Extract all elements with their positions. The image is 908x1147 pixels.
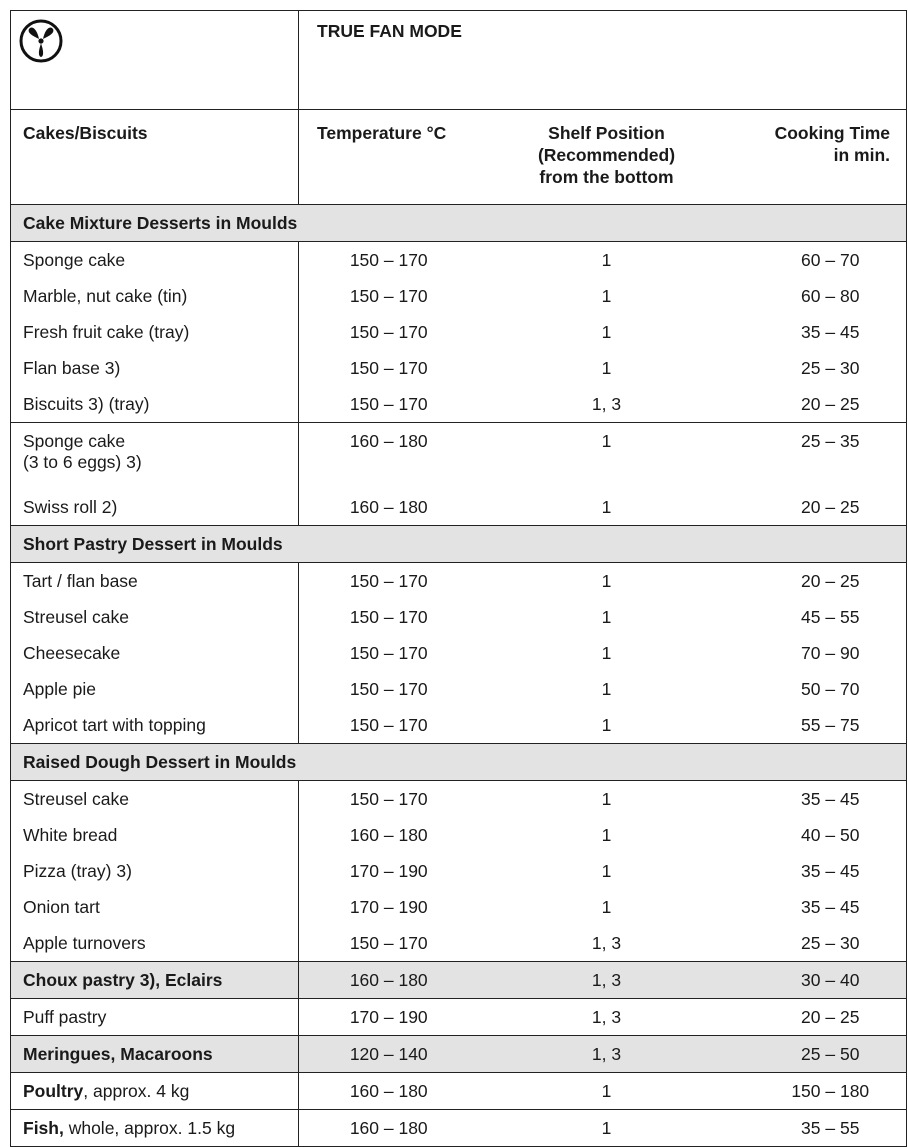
cell-temp: 150 – 170 [349, 285, 428, 306]
cell-time: 20 – 25 [707, 563, 907, 600]
cell-name: Biscuits 3) (tray) [11, 386, 299, 423]
cell-shelf: 1 [601, 678, 612, 699]
cell-time: 20 – 25 [707, 489, 907, 526]
section-title: Short Pastry Dessert in Moulds [11, 526, 907, 563]
cell-temp: 150 – 170 [349, 570, 428, 591]
cell-shelf: 1, 3 [507, 962, 707, 999]
cell-time: 25 – 50 [707, 1036, 907, 1073]
table-row [11, 781, 907, 818]
cell-name-rest: , approx. 4 kg [83, 1080, 190, 1101]
cell-shelf: 1 [601, 896, 612, 917]
cell-temp: 120 – 140 [299, 1036, 507, 1073]
cell-name: Meringues, Macaroons [11, 1036, 299, 1073]
cell-temp: 150 – 170 [349, 321, 428, 342]
table-row [11, 278, 907, 314]
cell-temp: 160 – 180 [349, 824, 428, 845]
cell-name: Swiss roll 2) [11, 489, 299, 526]
cooking-table-sheet [10, 10, 906, 1147]
cell-shelf: 1 [601, 824, 612, 845]
table-row [11, 853, 907, 889]
cell-temp: 170 – 190 [299, 999, 507, 1036]
cell-shelf: 1 [601, 570, 612, 591]
table-row [11, 962, 907, 999]
table-row [11, 925, 907, 962]
col-header-shelf [507, 110, 707, 205]
table-row [11, 386, 907, 423]
cell-time: 35 – 55 [707, 1110, 907, 1147]
cell-time: 70 – 90 [707, 635, 907, 671]
cell-shelf: 1 [601, 788, 612, 809]
cell-temp: 160 – 180 [299, 1073, 507, 1110]
table-row [11, 1036, 907, 1073]
cell-time: 45 – 55 [707, 599, 907, 635]
cell-time: 60 – 80 [707, 278, 907, 314]
cell-time: 20 – 25 [707, 386, 907, 423]
cell-time: 35 – 45 [707, 781, 907, 818]
col-header-shelf-line2: (Recommended) [537, 145, 676, 165]
cell-name: Onion tart [11, 889, 299, 925]
cell-name [11, 1110, 299, 1147]
mode-title: TRUE FAN MODE [299, 11, 907, 110]
section-title: Raised Dough Dessert in Moulds [11, 744, 907, 781]
cell-temp: 160 – 180 [299, 962, 507, 999]
col-header-temperature: Temperature °C [299, 110, 507, 205]
table-row [11, 1110, 907, 1147]
cell-shelf: 1 [601, 642, 612, 663]
table-row [11, 889, 907, 925]
cell-shelf: 1, 3 [507, 386, 707, 423]
cell-time: 30 – 40 [707, 962, 907, 999]
fan-icon [19, 19, 63, 63]
cell-name: Marble, nut cake (tin) [11, 278, 299, 314]
cell-time: 55 – 75 [707, 707, 907, 744]
cell-name: White bread [11, 817, 299, 853]
cell-time: 20 – 25 [707, 999, 907, 1036]
cell-time: 35 – 45 [707, 853, 907, 889]
cell-name: Puff pastry [11, 999, 299, 1036]
cell-temp: 170 – 190 [349, 860, 428, 881]
table-row [11, 563, 907, 600]
cell-shelf: 1 [601, 860, 612, 881]
column-header-row [11, 110, 907, 205]
cell-temp: 150 – 170 [349, 714, 428, 735]
cell-shelf: 1 [601, 431, 612, 451]
cell-time: 50 – 70 [707, 671, 907, 707]
cell-shelf: 1 [601, 496, 612, 517]
cell-name-bold: Fish, [23, 1117, 64, 1138]
table-row [11, 314, 907, 350]
cell-temp: 150 – 170 [349, 249, 428, 270]
cell-temp: 150 – 170 [349, 788, 428, 809]
table-row [11, 423, 907, 490]
cell-temp: 150 – 170 [349, 642, 428, 663]
fan-icon-cell [11, 11, 299, 110]
cell-name: Apple pie [11, 671, 299, 707]
cell-name: Streusel cake [11, 781, 299, 818]
cell-time: 60 – 70 [707, 242, 907, 279]
cell-temp: 150 – 170 [299, 925, 507, 962]
cell-name: Fresh fruit cake (tray) [11, 314, 299, 350]
cell-name-rest: whole, approx. 1.5 kg [63, 1117, 236, 1138]
cell-shelf: 1, 3 [507, 999, 707, 1036]
cell-name: Cheesecake [11, 635, 299, 671]
cell-shelf: 1 [601, 285, 612, 306]
table-row [11, 671, 907, 707]
col-header-time-line1: Cooking Time [774, 123, 890, 143]
cell-name-line2: (3 to 6 eggs) 3) [23, 452, 142, 472]
cell-shelf: 1 [507, 1073, 707, 1110]
cell-time: 40 – 50 [707, 817, 907, 853]
cell-name: Flan base 3) [11, 350, 299, 386]
cell-time: 35 – 45 [707, 314, 907, 350]
cell-shelf: 1 [601, 714, 612, 735]
cell-temp: 160 – 180 [299, 1110, 507, 1147]
cell-name: Apricot tart with topping [11, 707, 299, 744]
col-header-category: Cakes/Biscuits [11, 110, 299, 205]
cell-shelf: 1 [601, 606, 612, 627]
cell-shelf: 1 [601, 321, 612, 342]
cell-time: 35 – 45 [707, 889, 907, 925]
cell-shelf: 1 [601, 249, 612, 270]
cell-temp: 150 – 170 [349, 678, 428, 699]
table-row [11, 599, 907, 635]
cell-temp: 150 – 170 [349, 357, 428, 378]
cell-time: 25 – 30 [707, 350, 907, 386]
cell-name-line1: Sponge cake [23, 431, 126, 451]
table-title-row [11, 11, 907, 110]
true-fan-mode-table [10, 10, 907, 1147]
cell-temp: 160 – 180 [349, 431, 428, 451]
col-header-time [707, 110, 907, 205]
cell-temp: 170 – 190 [349, 896, 428, 917]
cell-shelf: 1, 3 [507, 925, 707, 962]
section-row [11, 744, 907, 781]
cell-temp: 150 – 170 [299, 386, 507, 423]
col-header-shelf-line1: Shelf Position [548, 123, 665, 143]
cell-name [11, 423, 299, 490]
cell-name: Streusel cake [11, 599, 299, 635]
cell-shelf: 1 [601, 357, 612, 378]
cell-time: 25 – 35 [707, 423, 907, 490]
cell-temp: 160 – 180 [349, 496, 428, 517]
cell-shelf: 1, 3 [507, 1036, 707, 1073]
table-row [11, 489, 907, 526]
section-title: Cake Mixture Desserts in Moulds [11, 205, 907, 242]
cell-name: Choux pastry 3), Eclairs [11, 962, 299, 999]
table-row [11, 707, 907, 744]
section-row [11, 205, 907, 242]
cell-name [11, 1073, 299, 1110]
col-header-time-line2: in min. [833, 145, 890, 165]
cell-shelf: 1 [507, 1110, 707, 1147]
table-row [11, 999, 907, 1036]
table-row [11, 817, 907, 853]
cell-temp: 150 – 170 [349, 606, 428, 627]
table-row [11, 635, 907, 671]
table-row [11, 242, 907, 279]
cell-name: Apple turnovers [11, 925, 299, 962]
cell-name-bold: Poultry [23, 1080, 84, 1101]
table-row [11, 350, 907, 386]
table-row [11, 1073, 907, 1110]
cell-name: Sponge cake [11, 242, 299, 279]
cell-name: Tart / flan base [11, 563, 299, 600]
cell-time: 25 – 30 [707, 925, 907, 962]
cell-time: 150 – 180 [707, 1073, 907, 1110]
col-header-shelf-line3: from the bottom [539, 167, 674, 187]
cell-name: Pizza (tray) 3) [11, 853, 299, 889]
section-row [11, 526, 907, 563]
